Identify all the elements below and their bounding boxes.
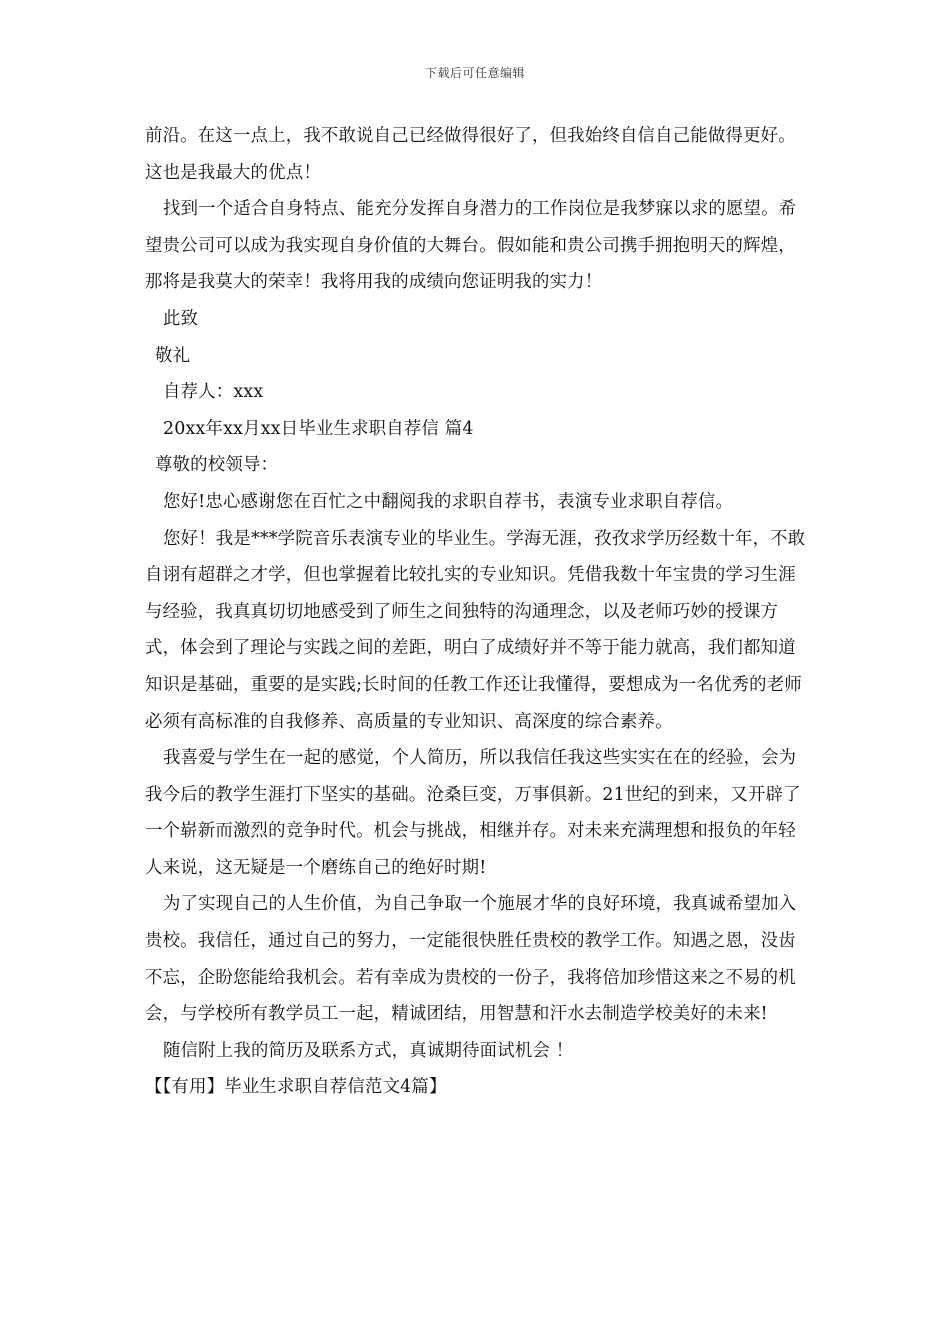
document-body <box>145 118 810 1106</box>
page-header-note: 下载后可任意编辑 <box>424 66 525 80</box>
signature-line: 自荐人：xxx <box>163 382 264 403</box>
paragraph-introduction: 您好！我是***学院音乐表演专业的毕业生。学海无涯，孜孜求学历经数十年，不敢自诩有超群之才学，但也掌握着比较扎实的专业知识。凭借我数十年宝贵的学习生涯与经验，我真真切切地感受到了师生之间独特的沟通理念，以及老师巧妙的授课方式，体会到了理论与实践之间的差距，明白了成绩好并不等于能力就高，我们都知道知识是基础，重要的是实践;长时间的任教工作还让我懂得，要想成为一名优秀的老师必须有高标准的自我修养、高质量的专业知识、高深度的综合素养。 <box>145 528 806 732</box>
date-and-section-title: 20xx年xx月xx日毕业生求职自荐信 篇4 <box>163 418 474 439</box>
paragraph-experience: 我喜爱与学生在一起的感觉，个人简历，所以我信任我这些实实在在的经验，会为我今后的教学生涯打下坚实的基础。沧桑巨变，万事俱新。21世纪的到来，又开辟了一个崭新而激烈的竞争时代。机会与挑战，相继并存。对未来充满理想和报负的年轻人来说，这无疑是一个磨练自己的绝好时期! <box>145 748 801 878</box>
paragraph-continuation: 前沿。在这一点上，我不敢说自己已经做得很好了，但我始终自信自己能做得更好。这也是我最大的优点！ <box>145 126 796 183</box>
document-footer-title: 【【有用】毕业生求职自荐信范文4篇】 <box>145 1077 447 1098</box>
closing-salutation: 此致 <box>163 308 199 329</box>
paragraph-aspiration: 找到一个适合自身特点、能充分发挥自身潜力的工作岗位是我梦寐以求的愿望。希望贵公司可以成为我实现自身价值的大舞台。假如能和贵公司携手拥抱明天的辉煌，那将是我莫大的荣幸！我将用我的成绩向您证明我的实力！ <box>145 199 797 293</box>
paragraph-attachment: 随信附上我的简历及联系方式，真诚期待面试机会 ！ <box>163 1040 574 1061</box>
paragraph-thanks: 您好!忠心感谢您在百忙之中翻阅我的求职自荐书，表演专业求职自荐信。 <box>163 491 734 512</box>
letter-greeting: 尊敬的校领导： <box>155 455 279 476</box>
paragraph-goal: 为了实现自己的人生价值，为自己争取一个施展才华的良好环境，我真诚希望加入贵校。我信任，通过自己的努力，一定能很快胜任贵校的教学工作。知遇之恩，没齿不忘，企盼您能给我机会。若有幸成为贵校的一份子，我将倍加珍惜这来之不易的机会，与学校所有教学员工一起，精诚团结，用智慧和汗水去制造学校美好的未来! <box>145 894 797 1025</box>
closing-regards: 敬礼 <box>155 345 191 366</box>
